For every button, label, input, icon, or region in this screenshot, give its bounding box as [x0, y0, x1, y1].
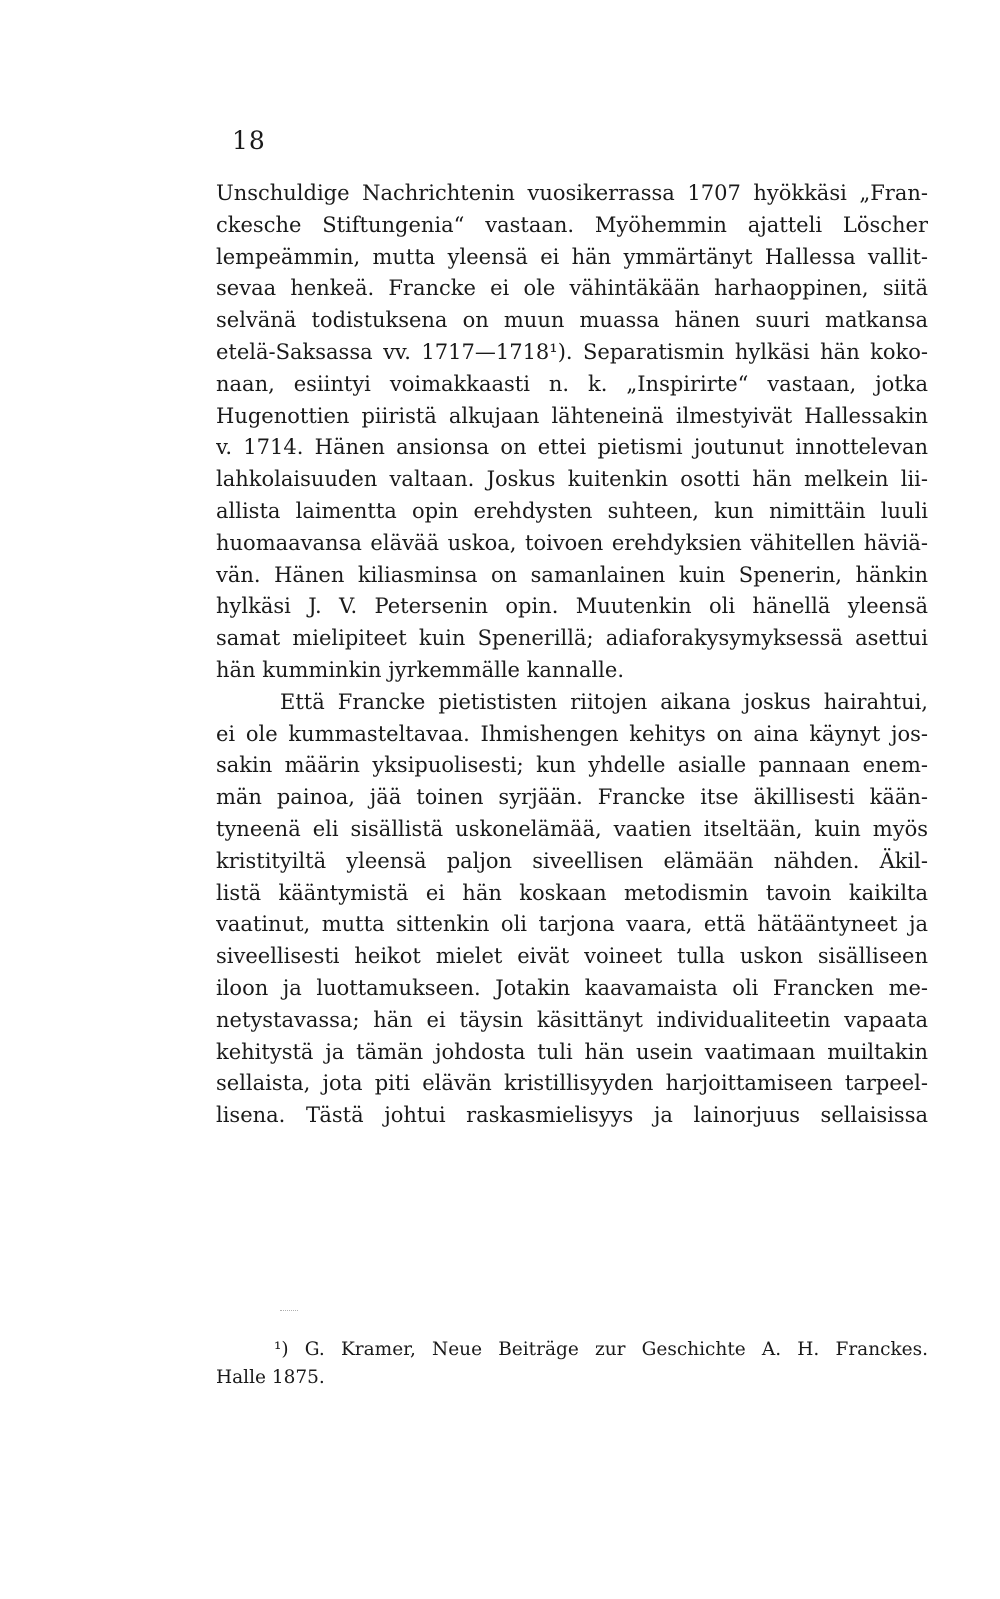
text-line: netystavassa; hän ei täysin käsittänyt individualiteetin vapaata [216, 1007, 928, 1032]
text-line: sakin määrin yksipuolisesti; kun yhdelle asialle pannaan enem- [216, 753, 928, 778]
text-line: ei ole kummasteltavaa. Ihmishengen kehitys on aina käynyt jos- [216, 721, 928, 746]
text-line: ckesche Stiftungenia“ vastaan. Myöhemmin ajatteli Löscher [216, 212, 928, 237]
text-line: etelä-Saksassa vv. 1717—1718¹). Separatismin hylkäsi hän koko- [216, 339, 928, 364]
footnote-line: ¹) G. Kramer, Neue Beiträge zur Geschichte A. H. Franckes. [274, 1339, 928, 1360]
text-line: tyneenä eli sisällistä uskonelämää, vaatien itseltään, kuin myös [216, 816, 928, 841]
text-line: v. 1714. Hänen ansionsa on ettei pietismi joutunut innottelevan [216, 435, 928, 460]
text-line: samat mielipiteet kuin Spenerillä; adiaforakysymyksessä asettui [216, 626, 928, 651]
text-line: lisena. Tästä johtui raskasmielisyys ja lainorjuus sellaisissa [216, 1103, 928, 1128]
text-line: selvänä todistuksena on muun muassa hänen suuri matkansa [216, 308, 928, 333]
text-line: hylkäsi J. V. Petersenin opin. Muutenkin oli hänellä yleensä [216, 594, 928, 619]
text-line: huomaavansa elävää uskoa, toivoen erehdyksien vähitellen häviä- [216, 530, 928, 555]
text-line: naan, esiintyi voimakkaasti n. k. „Inspirirte“ vastaan, jotka [216, 371, 928, 396]
text-line: sellaista, jota piti elävän kristillisyyden harjoittamiseen tarpeel- [216, 1071, 928, 1096]
body-text [216, 178, 928, 1132]
text-line: lempeämmin, mutta yleensä ei hän ymmärtänyt Hallessa vallit- [216, 244, 928, 269]
footnote-line: Halle 1875. [216, 1367, 325, 1388]
text-line: listä kääntymistä ei hän koskaan metodismin tavoin kaikilta [216, 880, 928, 905]
text-line: Hugenottien piiristä alkujaan lähteneinä ilmestyivät Hallessakin [216, 403, 928, 428]
text-line: lahkolaisuuden valtaan. Joskus kuitenkin osotti hän melkein lii- [216, 467, 928, 492]
paragraph [216, 178, 928, 687]
text-line: hän kumminkin jyrkemmälle kannalle. [216, 657, 625, 682]
text-line: Unschuldige Nachrichtenin vuosikerrassa 1707 hyökkäsi „Fran- [216, 181, 928, 205]
text-line: allista laimentta opin erehdysten suhteen, kun nimittäin luuli [216, 498, 928, 523]
text-line: vaatinut, mutta sittenkin oli tarjona vaara, että hätääntyneet ja [216, 912, 928, 937]
text-line: iloon ja luottamukseen. Jotakin kaavamaista oli Francken me- [216, 975, 928, 1000]
text-line: kehitystä ja tämän johdosta tuli hän usein vaatimaan muiltakin [216, 1039, 928, 1064]
paragraph [216, 687, 928, 1132]
text-line: Että Francke pietististen riitojen aikana joskus hairahtui, [280, 689, 928, 714]
footnote-rule [280, 1310, 298, 1311]
text-line: sevaa henkeä. Francke ei ole vähintäkään harhaoppinen, siitä [216, 276, 928, 301]
footnotes [216, 1336, 928, 1392]
text-line: vän. Hänen kiliasminsa on samanlainen kuin Spenerin, hänkin [216, 562, 928, 587]
footnote [216, 1336, 928, 1392]
text-line: män painoa, jää toinen syrjään. Francke itse äkillisesti kään- [216, 785, 928, 810]
page-number: 18 [232, 126, 266, 155]
text-line: siveellisesti heikot mielet eivät voineet tulla uskon sisälliseen [216, 944, 928, 969]
text-line: kristityiltä yleensä paljon siveellisen elämään nähden. Äkil- [216, 848, 928, 873]
